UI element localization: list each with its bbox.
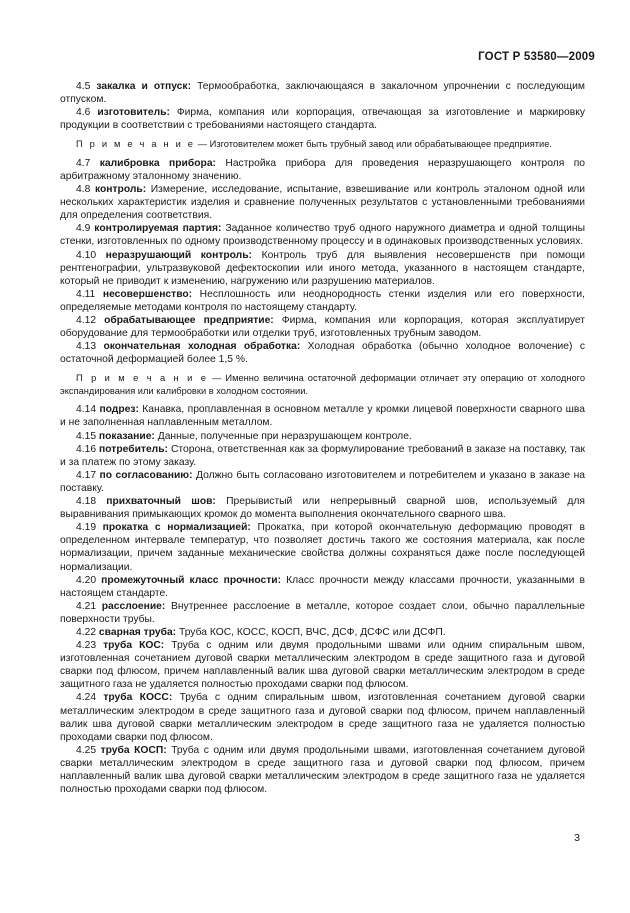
clause-4-16: 4.16 потребитель: Сторона, ответственная как за формулирование требований в заказе на поставку, так и за платеж по этому заказу. bbox=[60, 443, 585, 468]
clause-4-7: 4.7 калибровка прибора: Настройка прибора для проведения неразрушающего контроля по арбитражному эталонному значению. bbox=[60, 157, 585, 182]
page-number: 3 bbox=[574, 832, 580, 844]
clause-4-9: 4.9 контролируемая партия: Заданное количество труб одного наружного диаметра и одной толщины стенки, изготовленных по одному производственному процессу и в одинаковых производственных условиях. bbox=[60, 223, 585, 248]
clause-4-6: 4.6 изготовитель: Фирма, компания или корпорация, отвечающая за изготовление и маркировку продукции в соответствии с требованиями настоящего стандарта. bbox=[60, 107, 585, 132]
clause-4-20: 4.20 промежуточный класс прочности: Класс прочности между классами прочности, указанными в настоящем стандарте. bbox=[60, 574, 585, 599]
clause-4-25: 4.25 труба КОСП: Труба с одним или двумя продольными швами, изготовленная сочетанием дуговой сварки металлическим электродом в среде защитного газа и дуговой сварки под флюсом, причем наплавленный валик шва дуговой сварки металлическим электродом в среде защитного газа не удаляется полностью проходами сварки под флюсом. bbox=[60, 744, 585, 796]
clause-4-21: 4.21 расслоение: Внутреннее расслоение в металле, которое создает слои, обычно параллельные поверхности трубы. bbox=[60, 600, 585, 625]
clause-4-18: 4.18 прихваточный шов: Прерывистый или непрерывный сварной шов, используемый для выравнивания примыкающих кромок до момента выполнения окончательного сварного шва. bbox=[60, 496, 585, 521]
note-manufacturer: П р и м е ч а н и е — Изготовителем может быть трубный завод или обрабатывающее предприятие. bbox=[76, 139, 553, 150]
clause-4-13: 4.13 окончательная холодная обработка: Холодная обработка (обычно холодное волочение) с остаточной деформацией более 1,5 %. bbox=[60, 341, 585, 366]
clause-4-12: 4.12 обрабатывающее предприятие: Фирма, компания или корпорация, которая эксплуатирует оборудование для термообработки или отделки труб, изготовленных трубным заводом. bbox=[60, 315, 585, 340]
clause-4-24: 4.24 труба КОСС: Труба с одним спиральным швом, изготовленная сочетанием дуговой сварки металлическим электродом в среде защитного газа и дуговой сварки под флюсом, причем наплавленный валик шва дуговой сварки металлическим электродом в среде защитного газа не удаляется полностью проходами сварки под флюсом. bbox=[60, 692, 585, 743]
clause-4-14: 4.14 подрез: Канавка, проплавленная в основном металле у кромки лицевой поверхности сварного шва и не заполненная наплавленным металлом. bbox=[60, 404, 585, 429]
document-body bbox=[60, 80, 585, 796]
clause-4-11: 4.11 несовершенство: Несплошность или неоднородность стенки изделия или его поверхности, определяемые методами контроля по настоящему стандарту. bbox=[60, 288, 585, 313]
clause-4-22: 4.22 сварная труба: Труба КОС, КОСС, КОСП, ВЧС, ДСФ, ДСФС или ДСФП. bbox=[76, 626, 446, 638]
clause-4-10: 4.10 неразрушающий контроль: Контроль труб для выявления несовершенств при помощи рентгенографии, ультразвуковой дефектоскопии или иного метода, указанного в настоящем стандарте, который не приводит к изменению, нагружению или разрушению материалов. bbox=[60, 249, 585, 287]
clause-4-17: 4.17 по согласованию: Должно быть согласовано изготовителем и потребителем и указано в заказе на поставку. bbox=[60, 469, 585, 494]
note-cold-working: П р и м е ч а н и е — Именно величина остаточной деформации отличает эту операцию от холодного экспандирования или калибровки в холодном состоянии. bbox=[60, 373, 585, 396]
clause-4-5: 4.5 закалка и отпуск: Термообработка, заключающаяся в закалочном упрочнении с последующим отпуском. bbox=[60, 81, 585, 106]
clause-4-8: 4.8 контроль: Измерение, исследование, испытание, взвешивание или контроль эталоном одной или нескольких характеристик изделия и сравнение полученных результатов с установленными требованиями для определения соответствия. bbox=[60, 184, 585, 222]
document-header: ГОСТ Р 53580—2009 bbox=[478, 51, 595, 63]
clause-4-15: 4.15 показание: Данные, полученные при неразрушающем контроле. bbox=[76, 430, 412, 442]
clause-4-23: 4.23 труба КОС: Труба с одним или двумя продольными швами или одним спиральным швом, изготовленная сочетанием дуговой сварки металлическим электродом в среде защитного газа и дуговой сварки под флюсом, причем наплавленный валик шва дуговой сварки металлическим электродом в среде защитного газа не удаляется полностью проходами сварки под флюсом. bbox=[60, 640, 585, 691]
clause-4-19: 4.19 прокатка с нормализацией: Прокатка, при которой окончательную деформацию проводят в определенном интервале температур, что позволяет достичь такого же состояния материала, как после нормализации, причем заданные механические свойства должны сохраняться даже после последующей нормализации. bbox=[60, 522, 585, 573]
